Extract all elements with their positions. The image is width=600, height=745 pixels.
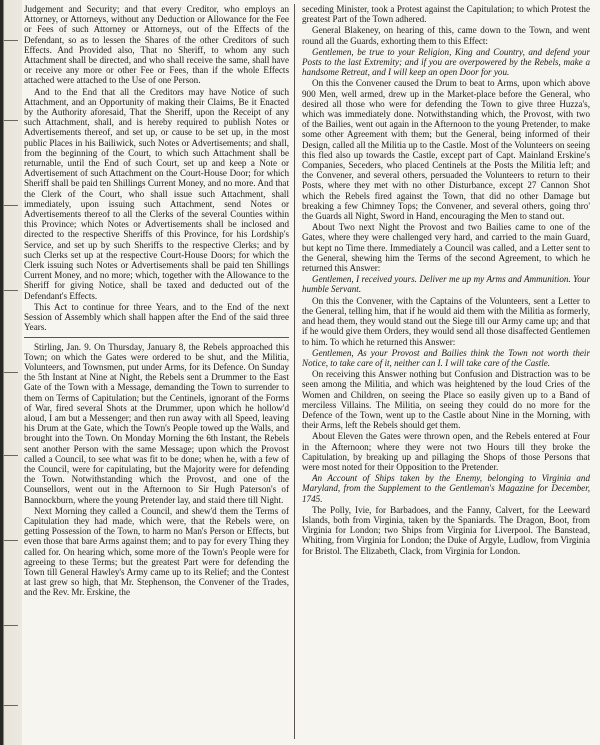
edge-mark (4, 705, 18, 706)
paragraph: And to the End that all the Creditors may have Notice of such Attachment, and an Opportunity of making their Claims, Be it Enacted by the Authority aforesaid, That the Sheriff, upon the Receipt of any such Attachment, shall, and is hereby required to publish Notes or Advertisements thereof, and set up, or cause to be set up, in the most public Places in his Bailiwick, such Notes or Advertisements; and shall, from the beginning of the Court, to which such Attachment shall be returnable, until the End of such Court, set up and keep a Note or Advertisement of such Attachment on the Court-House Door; for which Sheriff shall be paid ten Shillings Current Money, and no more. And that the Clerk of the Court, who shall issue such Attachment, shall immediately, upon issuing such Attachment, send Notes or Advertisements thereof to all the Clerks of the several Counties within this Province; which Notes or Advertisements shall be inclosed and directed to the respective Sheriffs of this Province, for his Lordship's Service, and set up by such Sheriffs to the respective Clerks; and by such Clerks set up at the respective Court-House Doors; for which the Clerk issuing such Notes or Advertisements shall be paid ten Shillings Current Money, and no more; which, together with the Allowance to the Sheriff for giving Notice, shall be taxed and deducted out of the Defendant's Effects. (24, 86, 289, 301)
edge-mark (4, 625, 18, 626)
paragraph: On this the Convener caused the Drum to beat to Arms, upon which above 900 Men, well armed, drew up in the Market-place before the General, who desired all those who were for defending the Town to give three Huzza's, which was immediately done. Notwithstanding which, the Provost, with two of the Bailies, went out again in the Afternoon to the young Pretender, to make some other Agreement with them; but the General, being informed of their Design, called all the Militia up to the Castle. Most of the Volunteers on seeing this fled also up towards the Castle, except part of Capt. Mainland Erskine's Companies, Seceders, who placed Centinels at the Posts the Militia left; and the Convener, and several others, persuaded the Volunteers to return to their Posts, where they met with no other Disturbance, except 27 Cannon Shot which the Rebels fired against the Town, that did no other Damage but breaking a few Chimney Tops; the Convener, and several others, going thro' the Guards all Night, Sword in Hand, encouraging the Men to stand out. (302, 78, 590, 222)
edge-mark (4, 205, 18, 206)
paragraph: The Polly, Ivie, for Barbadoes, and the Fanny, Calvert, for the Leeward Islands, both from Virginia, taken by the Spaniards. The Dragon, Boot, from Virginia for London; two Ships from Virginia for Liverpool. The Banstead, Whiting, from Virginia for London; the Duke of Argyle, Ludlow, from Virginia for Bristol. The Elizabeth, Clack, from Virginia for London. (302, 504, 590, 556)
news-paragraph: Stirling, Jan. 9. On Thursday, January 8, the Rebels approached this Town; on which the Gates were ordered to be shut, and the Militia, Volunteers, and Townsmen, put under Arms, for its Defence. On Sunday the 5th Instant at Nine at Night, the Rebels sent a Drummer to the East Gate of the Town with a Message, demanding the Town to surrender to them on Terms of Capitulation; but the Centinels, ignorant of the Forms of War, fired several Shots at the Drummer, upon which he hollow'd aloud, I am but a Messenger; and then run away with all Speed, leaving his Drum at the Gate, which the Town's People towed up the Walls, and brought into the Town. On Monday Morning the 6th Instant, the Rebels sent another Person with the same Message; upon which the Provost called a Council, to see what was fit to be done; when he, with a few of the Council, were for capitulating, but the Majority were for defending the Town. Notwithstanding which the Provost, and one of the Counsellors, went out in the Afternoon to Sir Hugh Paterson's of Bannockburn, where the young Pretender lay, and staid there till Night. (24, 341, 289, 505)
paragraph: On receiving this Answer nothing but Confusion and Distraction was to be seen among the Militia, and which was heightened by the loud Cries of the Women and Children, on seeing the Place so easily given up to a Band of merciless Villains. The Militia, on seeing they could do no more for the Defence of the Town, went up to the Castle about Nine in the Morning, with their Arms, left the Rebels should get them. (302, 369, 590, 431)
left-column (24, 4, 289, 599)
paragraph: seceding Minister, took a Protest against the Capitulation; to which Protest the greatest Part of the Town adhered. (302, 4, 590, 25)
column-rule (294, 4, 295, 739)
binding-edge (0, 0, 22, 745)
paragraph: About Eleven the Gates were thrown open, and the Rebels entered at Four in the Afternoon; where they were not two Hours till they broke the Capitulation, by breaking up and pillaging the Shops of those Persons that were most noted for their Opposition to the Pretender. (302, 431, 590, 472)
quoted-letter: Gentlemen, As your Provost and Bailies think the Town not worth their Notice, to take care of it, neither can I. I will take care of the Castle. (302, 347, 590, 368)
paragraph: Judgement and Security; and that every Creditor, who employs an Attorney, or Attorneys, without any Deduction or Allowance for the Fee or Fees of such Attorney or Attorneys, out of the Effects of the Defendant, so as to lessen the Shares of the other Creditors of such Effects. And Provided also, That no Sheriff, to whom any such Attachment shall be directed, and who shall receive the same, shall have or receive any more or other Fee or Fees, than if the whole Effects attached were attached to the Use of one Person. (24, 4, 289, 86)
edge-mark (4, 540, 18, 541)
edge-mark (4, 372, 18, 373)
section-divider (24, 337, 289, 338)
section-heading: An Account of Ships taken by the Enemy, belonging to Virginia and Maryland, from the Supplement to the Gentleman's Magazine for December, 1745. (302, 473, 590, 504)
paragraph: This Act to continue for three Years, and to the End of the next Session of Assembly which shall happen after the End of the said three Years. (24, 301, 289, 333)
quoted-speech: Gentlemen, be true to your Religion, King and Country, and defend your Posts to the last Extremity; and if you are overpowered by the Rebels, make a handsome Retreat, and I will keep an open Door for you. (302, 46, 590, 78)
news-paragraph: Next Morning they called a Council, and shew'd them the Terms of Capitulation they had made, which were, that the Rebels were, on getting Possession of the Town, to harm no Man's Person or Effects, but even those that bare Arms against them; and to pay for every Thing they called for. On hearing which, some more of the Town's People were for agreeing to these Terms; but the greatest Part were for defending the Town till General Hawley's Army came up to its Relief; and the Contest at last grew so high, that Mr. Stephenson, the Convener of the Trades, and the Rev. Mr. Erskine, the (24, 505, 289, 598)
edge-mark (4, 455, 18, 456)
paragraph: General Blakeney, on hearing of this, came down to the Town, and went round all the Guards, exhorting them to this Effect: (302, 25, 590, 46)
edge-mark (4, 40, 18, 41)
right-column (302, 4, 590, 557)
paragraph: On this the Convener, with the Captains of the Volunteers, sent a Letter to the General, telling him, that if he would aid them with the Militia as formerly, and head them, they would stand out the Siege till our Army came up; and that if he would give them Orders, they would send all those disaffected Gentlemen to him. To which he returned this Answer: (302, 295, 590, 347)
edge-mark (4, 290, 18, 291)
paragraph: About Two next Night the Provost and two Bailies came to one of the Gates, where they were challenged very hard, and carried to the main Guard, but kept no Time there. Immediately a Council was called, and a Letter sent to the General, shewing him the Terms of the second Agreement, to which he returned this Answer: (302, 222, 590, 274)
edge-mark (4, 120, 18, 121)
quoted-letter: Gentlemen, I received yours. Deliver me up my Arms and Ammunition. Your humble Servant. (302, 274, 590, 295)
